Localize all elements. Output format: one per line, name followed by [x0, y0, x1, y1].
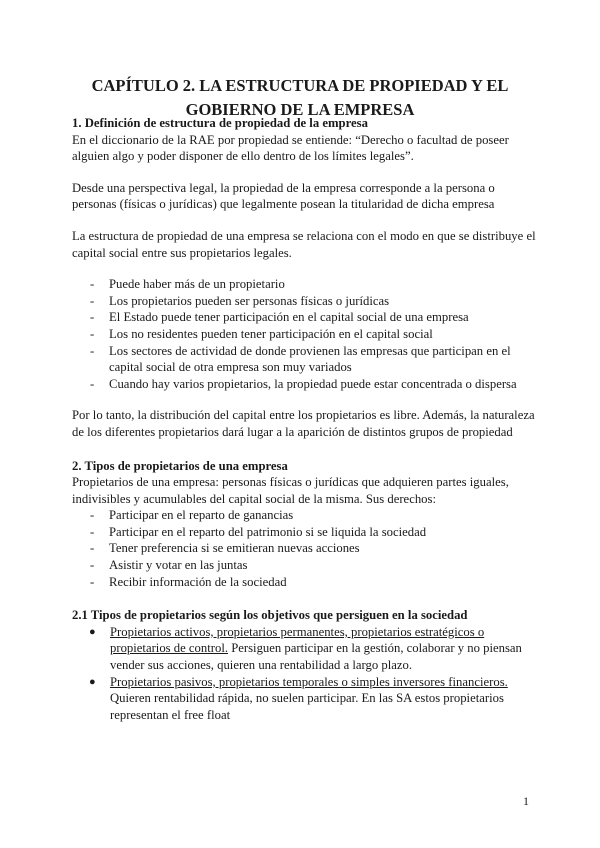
section-1-paragraph-3: La estructura de propiedad de una empresa se relaciona con el modo en que se distribuye el capital social entre sus propietarios legales. — [72, 228, 536, 260]
title-line-1: CAPÍTULO 2. LA ESTRUCTURA DE PROPIEDAD Y EL — [91, 76, 509, 95]
list-item: - El Estado puede tener participación en el capital social de una empresa — [72, 309, 540, 326]
section-1-list — [72, 276, 540, 392]
list-item — [72, 674, 540, 724]
list-item: - Los propietarios pueden ser personas físicas o jurídicas — [72, 293, 540, 310]
list-item: - Participar en el reparto del patrimonio si se liquida la sociedad — [72, 524, 540, 541]
section-2-1-list — [72, 624, 540, 724]
owner-type-description: Persiguen participar en la gestión, colaborar y no piensan vender sus acciones, quieren una rentabilidad a largo plazo. — [110, 641, 522, 673]
bullet-icon: ● — [89, 675, 96, 688]
list-item: - Recibir información de la sociedad — [72, 574, 540, 591]
list-item: - Los sectores de actividad de donde provienen las empresas que participan en el capital social de otra empresa son muy variados — [72, 343, 540, 376]
list-item — [72, 624, 540, 674]
section-1-heading: 1. Definición de estructura de propiedad de la empresa — [72, 116, 368, 130]
document-body — [72, 115, 540, 723]
list-item: - Tener preferencia si se emitieran nuevas acciones — [72, 540, 540, 557]
section-1-paragraph-4: Por lo tanto, la distribución del capital entre los propietarios es libre. Además, la naturaleza de los diferentes propietarios dará lugar a la aparición de distintos grupos de propiedad — [72, 408, 535, 439]
list-item: - Cuando hay varios propietarios, la propiedad puede estar concentrada o dispersa — [72, 376, 540, 393]
section-1-paragraph-2: Desde una perspectiva legal, la propiedad de la empresa corresponde a la persona o personas (físicas o jurídicas) que legalmente posean la titularidad de dicha empresa — [72, 180, 495, 212]
owner-type-label: Propietarios activos, propietarios permanentes, propietarios estratégicos o propietarios de control. — [110, 624, 485, 656]
bullet-icon: ● — [89, 625, 96, 638]
section-2-heading: 2. Tipos de propietarios de una empresa — [72, 458, 288, 473]
section-2-1-heading: 2.1 Tipos de propietarios según los objetivos que persiguen en la sociedad — [72, 608, 468, 623]
owner-type-description: Quieren rentabilidad rápida, no suelen participar. En las SA estos propietarios representan el free float — [110, 691, 504, 722]
owner-type-label: Propietarios pasivos, propietarios temporales o simples inversores financieros. — [110, 674, 508, 689]
title-line-2: GOBIERNO DE LA EMPRESA — [185, 100, 415, 119]
page-number: 1 — [523, 794, 529, 808]
list-item: - Los no residentes pueden tener participación en el capital social — [72, 326, 540, 343]
list-item: - Participar en el reparto de ganancias — [72, 507, 540, 524]
section-2-paragraph-1: Propietarios de una empresa: personas físicas o jurídicas que adquieren partes iguales, indivisibles y acumulables del capital social de la misma. Sus derechos: — [72, 475, 509, 506]
list-item: - Puede haber más de un propietario — [72, 276, 540, 293]
list-item: - Asistir y votar en las juntas — [72, 557, 540, 574]
section-1-paragraph-1: En el diccionario de la RAE por propiedad se entiende: “Derecho o facultad de poseer alguien algo y poder disponer de ello dentro de los límites legales”. — [72, 132, 509, 164]
section-2-list — [72, 507, 540, 590]
